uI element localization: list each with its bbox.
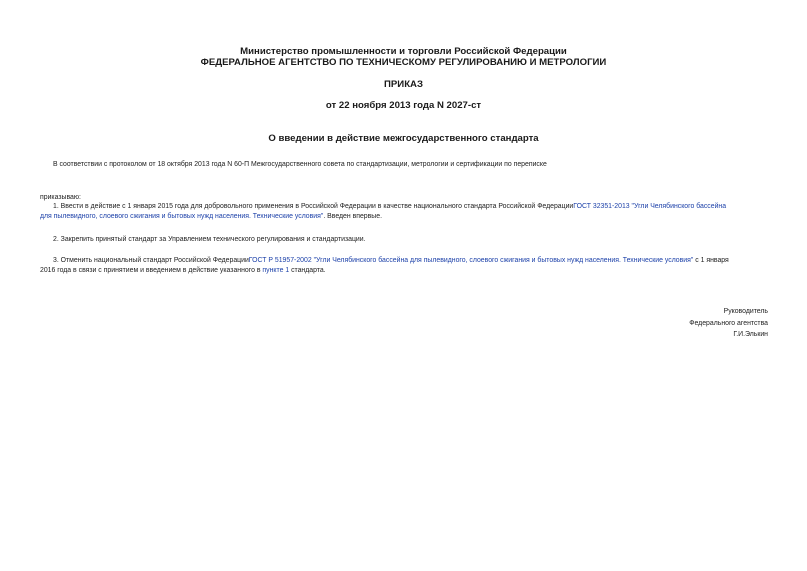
- item3-line2: [40, 266, 326, 277]
- item3-text-c: 2016 года в связи с принятием и введением в действие указанного в: [40, 267, 263, 274]
- signature-org: Федерального агентства: [689, 319, 768, 327]
- item2-paragraph: 2. Закрепить принятый стандарт за Управлением технического регулирования и стандартизации.: [53, 236, 366, 243]
- document-subject: О введении в действие межгосударственного стандарта: [268, 133, 539, 144]
- item3-text: 3. Отменить национальный стандарт Российской Федерации: [53, 257, 249, 264]
- item1-line1: [53, 202, 773, 213]
- item1-text: 1. Ввести в действие с 1 января 2015 года для добровольного применения в Российской Федерации в качестве национального стандарта Российской Федерации: [53, 203, 574, 210]
- item3-text-d: стандарта.: [289, 267, 326, 274]
- signature-name: Г.И.Элькин: [733, 331, 768, 338]
- order-word: приказываю:: [40, 194, 81, 201]
- gost-r-51957-link[interactable]: ГОСТ Р 51957-2002 "Угли Челябинского бассейна для пылевидного, слоевого сжигания и бытовых нужд населения. Технические условия": [248, 257, 694, 264]
- gost-32351-link-cont[interactable]: для пылевидного, слоевого сжигания и бытовых нужд населения. Технические условия": [40, 213, 324, 220]
- item1-tail: . Введен впервые.: [323, 213, 382, 220]
- point-1-link[interactable]: пункте 1: [262, 267, 290, 274]
- agency-title: ФЕДЕРАЛЬНОЕ АГЕНТСТВО ПО ТЕХНИЧЕСКОМУ РЕГУЛИРОВАНИЮ И МЕТРОЛОГИИ: [200, 57, 607, 68]
- gost-32351-link[interactable]: ГОСТ 32351-2013 "Угли Челябинского бассейна: [573, 203, 727, 210]
- signature-block: [689, 306, 768, 341]
- preamble-paragraph: В соответствии с протоколом от 18 октября 2013 года N 60-П Межгосударственного совета по стандартизации, метрологии и сертификации по переписке: [53, 161, 547, 168]
- document-type: ПРИКАЗ: [384, 79, 423, 90]
- document-date-number: от 22 ноября 2013 года N 2027-ст: [325, 100, 482, 111]
- item3-line1: [53, 256, 773, 267]
- signature-title: Руководитель: [723, 308, 768, 315]
- ministry-title: Министерство промышленности и торговли Российской Федерации: [240, 46, 567, 57]
- item3-text-b: с 1 января: [693, 257, 729, 264]
- item1-line2: [40, 212, 382, 223]
